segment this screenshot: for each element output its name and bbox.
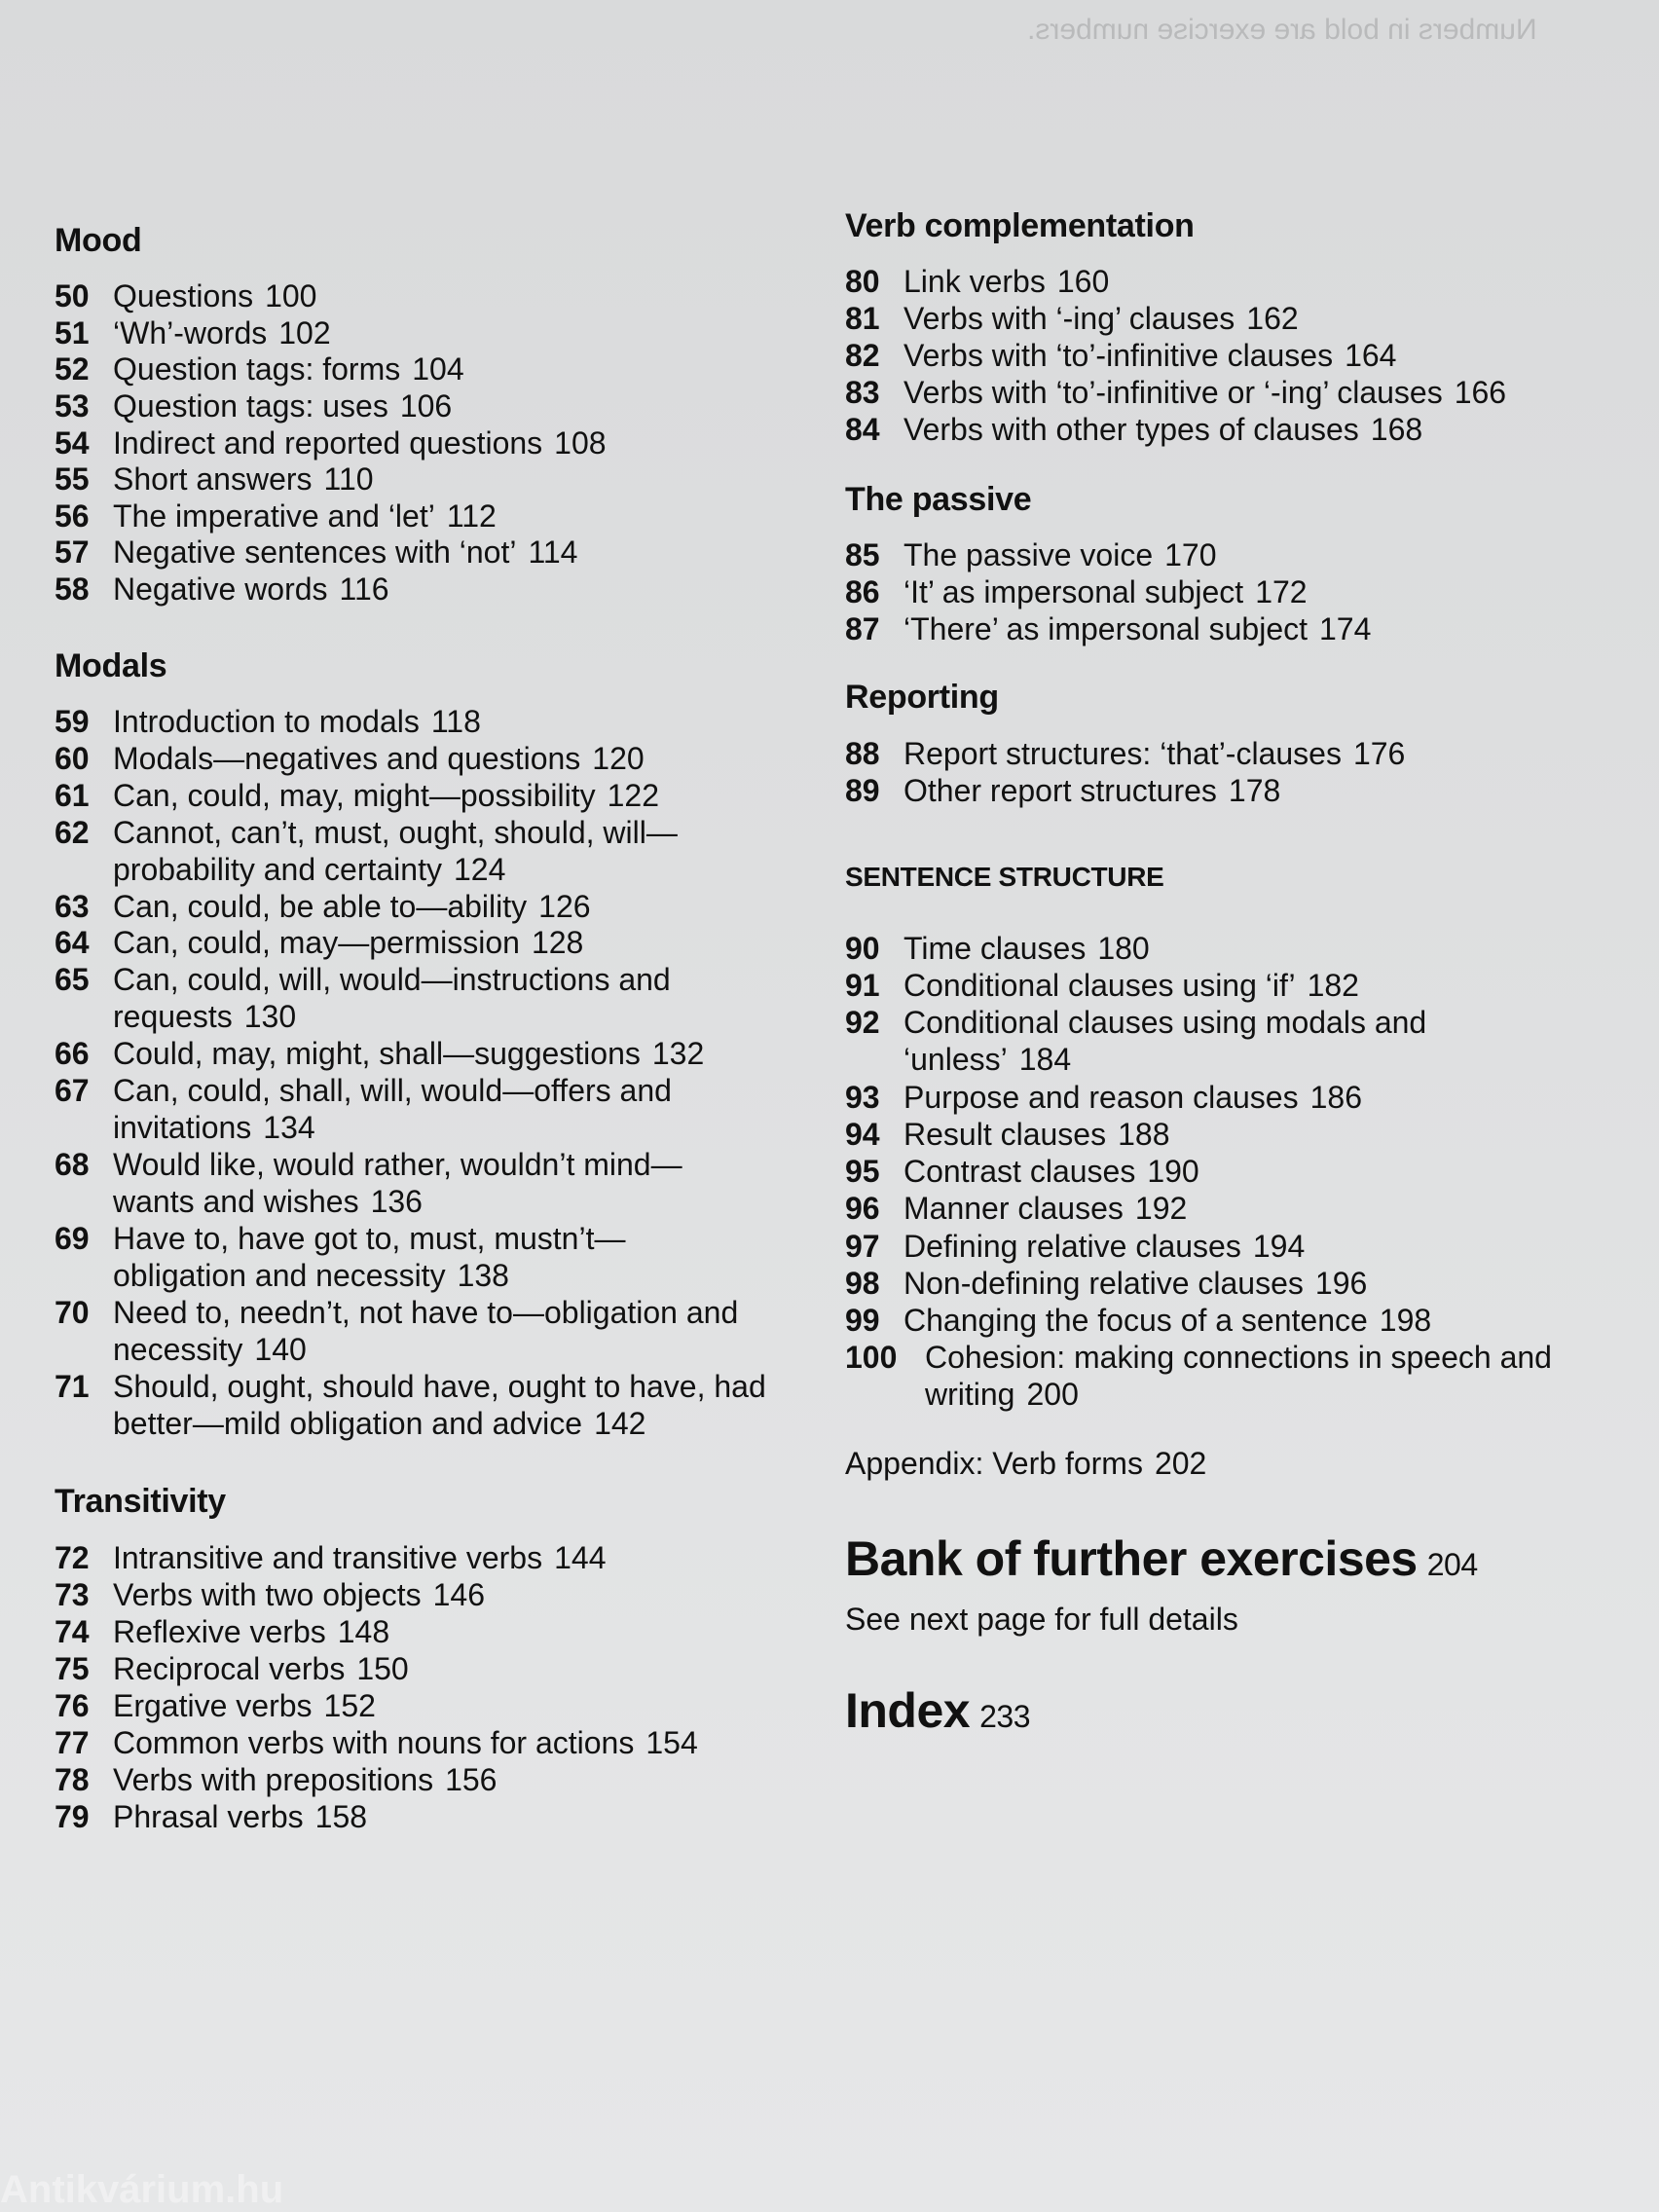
entry-title-text: Reciprocal verbs: [113, 1651, 346, 1686]
entry-title-line: [903, 1265, 1367, 1302]
entry-title-line: [113, 350, 464, 387]
page-number: 102: [278, 315, 331, 350]
entry-title: [903, 1004, 1426, 1078]
exercise-number: 68: [55, 1147, 90, 1182]
entry-title-line: [113, 1109, 672, 1146]
exercise-number: 100: [845, 1340, 898, 1375]
entry-title-text: Non-defining relative clauses: [903, 1266, 1304, 1301]
entry-title: [903, 374, 1506, 411]
entry-title-text: Would like, would rather, wouldn’t mind—: [113, 1147, 682, 1182]
bank-note: See next page for full details: [845, 1602, 1238, 1637]
entry-title: [903, 1190, 1187, 1227]
entry-title-text: ‘There’ as impersonal subject: [903, 611, 1308, 646]
entry-title-text: Link verbs: [903, 264, 1046, 299]
entry-title-text: Should, ought, should have, ought to have, had: [113, 1369, 766, 1404]
entry-title-line: [113, 888, 591, 925]
page-number: 140: [254, 1332, 307, 1367]
exercise-number: 62: [55, 815, 90, 850]
entry-title: [903, 610, 1371, 647]
exercise-number: 95: [845, 1154, 880, 1189]
entry-title-text: Manner clauses: [903, 1191, 1124, 1226]
entry-title-line: [903, 1302, 1431, 1339]
page-number: 150: [356, 1651, 409, 1686]
entry-title: [113, 740, 645, 777]
entry-title-line: [113, 1368, 766, 1405]
entry-title-line: [903, 1116, 1169, 1153]
page-number: 184: [1018, 1042, 1072, 1077]
exercise-number: 71: [55, 1369, 90, 1404]
page-number: 204: [1426, 1547, 1478, 1582]
appendix-label: Appendix: Verb forms: [845, 1446, 1143, 1481]
section-heading: Modals: [55, 647, 167, 684]
page-number: 128: [531, 925, 584, 960]
exercise-number: 84: [845, 412, 880, 447]
entry-title-line: [903, 1079, 1362, 1116]
exercise-number: 87: [845, 611, 880, 646]
section-heading: SENTENCE STRUCTURE: [845, 862, 1164, 892]
page-number: 120: [592, 741, 645, 776]
entry-title-line: [113, 461, 374, 498]
entry-title-text: Verbs with ‘to’-infinitive clauses: [903, 338, 1334, 373]
entry-title-text: Verbs with other types of clauses: [903, 412, 1359, 447]
exercise-number: 63: [55, 889, 90, 924]
entry-title-text: Negative words: [113, 571, 328, 607]
entry-title-line: [903, 374, 1506, 411]
exercise-number: 78: [55, 1762, 90, 1797]
entry-title: [113, 1072, 672, 1146]
exercise-number: 58: [55, 571, 90, 607]
entry-title-text: Purpose and reason clauses: [903, 1080, 1299, 1115]
exercise-number: 50: [55, 278, 90, 313]
entry-title-text: Question tags: uses: [113, 388, 388, 424]
page-number: 174: [1319, 611, 1372, 646]
entry-title-text: Could, may, might, shall—suggestions: [113, 1036, 641, 1071]
entry-title-text: Short answers: [113, 461, 313, 497]
entry-title-text: invitations: [113, 1110, 252, 1145]
entry-title-text: Introduction to modals: [113, 704, 420, 739]
entry-title: [903, 735, 1405, 772]
entry-title-line: [113, 924, 583, 961]
entry-title-text: Can, could, may, might—possibility: [113, 778, 596, 813]
entry-title: [113, 1146, 682, 1220]
exercise-number: 70: [55, 1295, 90, 1330]
entry-title-text: Verbs with ‘to’-infinitive or ‘-ing’ clauses: [903, 375, 1443, 410]
exercise-number: 59: [55, 704, 90, 739]
exercise-number: 61: [55, 778, 90, 813]
page-number: 112: [446, 498, 497, 534]
exercise-number: 54: [55, 425, 90, 461]
exercise-number: 64: [55, 925, 90, 960]
page-number: 148: [337, 1614, 390, 1649]
exercise-number: 81: [845, 301, 880, 336]
entry-title: [903, 1079, 1362, 1116]
entry-title-line: [113, 703, 481, 740]
page-number: 132: [651, 1036, 705, 1071]
exercise-number: 52: [55, 351, 90, 387]
entry-title-line: [113, 1331, 738, 1368]
entry-title-text: Defining relative clauses: [903, 1229, 1241, 1264]
entry-title: [113, 387, 452, 424]
entry-title-line: [113, 424, 607, 461]
entry-title-text: Common verbs with nouns for actions: [113, 1725, 635, 1760]
entry-title-text: Negative sentences with ‘not’: [113, 535, 517, 570]
page-number: 134: [263, 1110, 315, 1145]
entry-title: [113, 1724, 698, 1761]
entry-title-text: Cohesion: making connections in speech and: [925, 1340, 1552, 1375]
page-number: 154: [645, 1725, 698, 1760]
entry-title: [113, 534, 577, 571]
entry-title: [113, 1798, 367, 1835]
entry-title: [903, 337, 1396, 374]
entry-title-line: [903, 411, 1422, 448]
entry-title-line: [113, 534, 577, 571]
entry-title-text: Question tags: forms: [113, 351, 401, 387]
entry-title-line: [903, 1228, 1305, 1265]
entry-title-line: [113, 1183, 682, 1220]
entry-title-line: [113, 1798, 367, 1835]
index-title: Index: [845, 1683, 971, 1738]
entry-title-text: ‘Wh’-words: [113, 315, 268, 350]
entry-title: [903, 967, 1359, 1004]
entry-title-line: [113, 740, 645, 777]
section-heading: Reporting: [845, 679, 999, 716]
exercise-number: 57: [55, 535, 90, 570]
page-number: 233: [979, 1699, 1030, 1734]
page-number: 116: [339, 571, 389, 607]
exercise-number: 94: [845, 1117, 880, 1152]
exercise-number: 56: [55, 498, 90, 534]
entry-title-text: Can, could, may—permission: [113, 925, 520, 960]
page-number: 106: [399, 388, 453, 424]
entry-title-line: [113, 387, 452, 424]
bank-title: Bank of further exercises: [845, 1531, 1418, 1586]
page-number: 170: [1164, 537, 1217, 572]
entry-title: [903, 1228, 1305, 1265]
entry-title-line: [113, 277, 316, 314]
page-number: 124: [453, 852, 506, 887]
page-number: 182: [1307, 968, 1359, 1003]
entry-title: [113, 777, 659, 814]
entry-title: [903, 573, 1308, 610]
exercise-number: 69: [55, 1221, 90, 1256]
exercise-number: 60: [55, 741, 90, 776]
page-number: 110: [323, 461, 374, 497]
entry-title-line: [113, 1035, 704, 1072]
page-number: 172: [1255, 574, 1308, 609]
entry-title-line: [113, 1072, 672, 1109]
entry-title-line: [903, 1190, 1187, 1227]
entry-title: [113, 1650, 409, 1687]
entry-title-text: The passive voice: [903, 537, 1154, 572]
entry-title: [113, 314, 331, 351]
entry-title: [113, 461, 374, 498]
section-heading: The passive: [845, 481, 1032, 518]
entry-title-line: [113, 814, 678, 851]
entry-title-line: [903, 610, 1371, 647]
entry-title-text: Report structures: ‘that’-clauses: [903, 736, 1342, 771]
entry-title-line: [903, 573, 1308, 610]
exercise-number: 66: [55, 1036, 90, 1071]
entry-title: [903, 1153, 1199, 1190]
entry-title-text: Can, could, shall, will, would—offers and: [113, 1073, 672, 1108]
page-number: 130: [243, 999, 297, 1034]
watermark: Antikvárium.hu: [0, 2168, 284, 2211]
page-number: 136: [370, 1184, 423, 1219]
entry-title-line: [113, 1405, 766, 1442]
entry-title: [903, 930, 1150, 967]
entry-title: [113, 1539, 606, 1576]
exercise-number: 67: [55, 1073, 90, 1108]
entry-title-line: [925, 1376, 1552, 1413]
exercise-number: 96: [845, 1191, 880, 1226]
entry-title-line: [903, 1153, 1199, 1190]
entry-title-text: Intransitive and transitive verbs: [113, 1540, 543, 1575]
exercise-number: 89: [845, 773, 880, 808]
page-number: 166: [1454, 375, 1507, 410]
entry-title-line: [113, 1724, 698, 1761]
entry-title: [113, 961, 671, 1035]
page-number: 194: [1252, 1229, 1306, 1264]
entry-title: [903, 536, 1217, 573]
entry-title-line: [113, 571, 389, 608]
entry-title-line: [113, 1146, 682, 1183]
entry-title-text: Have to, have got to, must, mustn’t—: [113, 1221, 626, 1256]
page-number: 164: [1345, 338, 1397, 373]
entry-title: [113, 703, 481, 740]
entry-title: [113, 924, 583, 961]
entry-title: [903, 772, 1280, 809]
entry-title: [113, 277, 316, 314]
page-number: 100: [265, 278, 317, 313]
page-number: 126: [538, 889, 591, 924]
entry-title-line: [903, 263, 1109, 300]
page-number: 158: [314, 1799, 368, 1834]
page-number: 152: [323, 1688, 376, 1723]
entry-title-line: [903, 1041, 1426, 1078]
entry-title: [113, 814, 678, 888]
entry-title-text: Indirect and reported questions: [113, 425, 543, 461]
section-heading: Transitivity: [55, 1483, 226, 1520]
entry-title: [113, 888, 591, 925]
entry-title: [113, 498, 497, 535]
entry-title-line: [903, 1004, 1426, 1041]
entry-title-line: [113, 961, 671, 998]
entry-title-text: obligation and necessity: [113, 1258, 446, 1293]
entry-title-line: [903, 735, 1405, 772]
page-number: 122: [607, 778, 659, 813]
entry-title: [113, 1294, 738, 1368]
entry-title-line: [113, 777, 659, 814]
entry-title-line: [113, 498, 497, 535]
exercise-number: 93: [845, 1080, 880, 1115]
exercise-number: 97: [845, 1229, 880, 1264]
entry-title-text: Changing the focus of a sentence: [903, 1303, 1368, 1338]
page-number: 176: [1352, 736, 1406, 771]
entry-title-text: Conditional clauses using ‘if’: [903, 968, 1296, 1003]
page-number: 144: [554, 1540, 607, 1575]
entry-title-line: [113, 1257, 625, 1294]
exercise-number: 85: [845, 537, 880, 572]
ghost-text: Numbers in bold are exercise numbers.: [1027, 14, 1537, 46]
page-number: 196: [1314, 1266, 1368, 1301]
entry-title-text: Time clauses: [903, 931, 1087, 966]
entry-title-line: [903, 536, 1217, 573]
entry-title-text: Can, could, will, would—instructions and: [113, 962, 671, 997]
entry-title-text: wants and wishes: [113, 1184, 359, 1219]
exercise-number: 72: [55, 1540, 90, 1575]
entry-title-line: [113, 314, 331, 351]
page-number: 180: [1097, 931, 1150, 966]
entry-title: [113, 424, 607, 461]
entry-title-text: Phrasal verbs: [113, 1799, 304, 1834]
exercise-number: 91: [845, 968, 880, 1003]
page-number: 192: [1134, 1191, 1188, 1226]
entry-title: [903, 1302, 1431, 1339]
entry-title-text: Modals—negatives and questions: [113, 741, 581, 776]
exercise-number: 83: [845, 375, 880, 410]
exercise-number: 73: [55, 1577, 90, 1612]
page-number: 200: [1026, 1377, 1079, 1412]
bank-of-exercises-heading[interactable]: [845, 1530, 1478, 1587]
entry-title-text: Cannot, can’t, must, ought, should, will—: [113, 815, 678, 850]
entry-title-line: [113, 1539, 606, 1576]
entry-title-text: Ergative verbs: [113, 1688, 313, 1723]
exercise-number: 80: [845, 264, 880, 299]
page-number: 190: [1147, 1154, 1199, 1189]
entry-title-line: [113, 851, 678, 888]
entry-title-text: necessity: [113, 1332, 243, 1367]
entry-title-line: [903, 772, 1280, 809]
page-number: 104: [412, 351, 464, 387]
page-number: 168: [1370, 412, 1423, 447]
page-number: 138: [457, 1258, 509, 1293]
page-number: 188: [1118, 1117, 1170, 1152]
entry-title-text: Verbs with prepositions: [113, 1762, 434, 1797]
entry-title-text: ‘unless’: [903, 1042, 1008, 1077]
exercise-number: 74: [55, 1614, 90, 1649]
exercise-number: 65: [55, 962, 90, 997]
entry-title-text: The imperative and ‘let’: [113, 498, 435, 534]
entry-title-text: Conditional clauses using modals and: [903, 1005, 1427, 1040]
exercise-number: 82: [845, 338, 880, 373]
entry-title-text: Result clauses: [903, 1117, 1107, 1152]
exercise-number: 75: [55, 1651, 90, 1686]
section-heading: Mood: [55, 222, 142, 259]
page-number: 202: [1154, 1446, 1207, 1481]
entry-title-line: [903, 337, 1396, 374]
entry-title: [113, 1687, 376, 1724]
page-number: 108: [554, 425, 607, 461]
exercise-number: 53: [55, 388, 90, 424]
section-heading: Verb complementation: [845, 207, 1195, 244]
entry-title-text: Reflexive verbs: [113, 1614, 326, 1649]
entry-title: [113, 1613, 389, 1650]
entry-title: [113, 1576, 485, 1613]
entry-title: [113, 1220, 625, 1294]
entry-title-text: Verbs with ‘-ing’ clauses: [903, 301, 1235, 336]
entry-title: [113, 1035, 704, 1072]
exercise-number: 98: [845, 1266, 880, 1301]
page-number: 118: [430, 704, 481, 739]
entry-title: [903, 411, 1422, 448]
exercise-number: 86: [845, 574, 880, 609]
page-number: 186: [1309, 1080, 1362, 1115]
entry-title-text: Need to, needn’t, not have to—obligation and: [113, 1295, 739, 1330]
entry-title-line: [903, 930, 1150, 967]
entry-title-line: [113, 1294, 738, 1331]
page-number: 162: [1246, 301, 1299, 336]
entry-title-text: probability and certainty: [113, 852, 442, 887]
entry-title-text: Can, could, be able to—ability: [113, 889, 528, 924]
exercise-number: 77: [55, 1725, 90, 1760]
entry-title-line: [903, 967, 1359, 1004]
page-number: 114: [528, 535, 578, 570]
entry-title: [903, 1116, 1169, 1153]
exercise-number: 92: [845, 1005, 880, 1040]
exercise-number: 55: [55, 461, 90, 497]
page-number: 156: [445, 1762, 498, 1797]
exercise-number: 88: [845, 736, 880, 771]
appendix-entry[interactable]: [845, 1446, 1206, 1482]
entry-title-line: [925, 1339, 1552, 1376]
entry-title: [113, 350, 464, 387]
entry-title-text: requests: [113, 999, 233, 1034]
entry-title: [925, 1339, 1552, 1413]
entry-title-text: writing: [925, 1377, 1015, 1412]
index-heading[interactable]: [845, 1682, 1030, 1739]
page-number: 142: [594, 1406, 646, 1441]
entry-title-line: [113, 1613, 389, 1650]
entry-title-text: ‘It’ as impersonal subject: [903, 574, 1244, 609]
exercise-number: 79: [55, 1799, 90, 1834]
page-number: 178: [1228, 773, 1281, 808]
exercise-number: 99: [845, 1303, 880, 1338]
entry-title-line: [113, 1220, 625, 1257]
entry-title: [903, 263, 1109, 300]
entry-title-text: Questions: [113, 278, 254, 313]
entry-title-text: Contrast clauses: [903, 1154, 1136, 1189]
exercise-number: 76: [55, 1688, 90, 1723]
entry-title: [903, 1265, 1367, 1302]
entry-title-line: [113, 1650, 409, 1687]
entry-title-line: [113, 1761, 497, 1798]
entry-title-text: Verbs with two objects: [113, 1577, 422, 1612]
exercise-number: 51: [55, 315, 90, 350]
entry-title: [113, 571, 389, 608]
page-number: 198: [1379, 1303, 1432, 1338]
exercise-number: 90: [845, 931, 880, 966]
entry-title-line: [113, 1576, 485, 1613]
entry-title-line: [903, 300, 1299, 337]
entry-title-text: Other report structures: [903, 773, 1217, 808]
entry-title-text: better—mild obligation and advice: [113, 1406, 583, 1441]
entry-title: [113, 1761, 497, 1798]
entry-title: [903, 300, 1299, 337]
entry-title: [113, 1368, 766, 1442]
page-number: 146: [432, 1577, 485, 1612]
page-number: 160: [1056, 264, 1110, 299]
entry-title-line: [113, 998, 671, 1035]
entry-title-line: [113, 1687, 376, 1724]
